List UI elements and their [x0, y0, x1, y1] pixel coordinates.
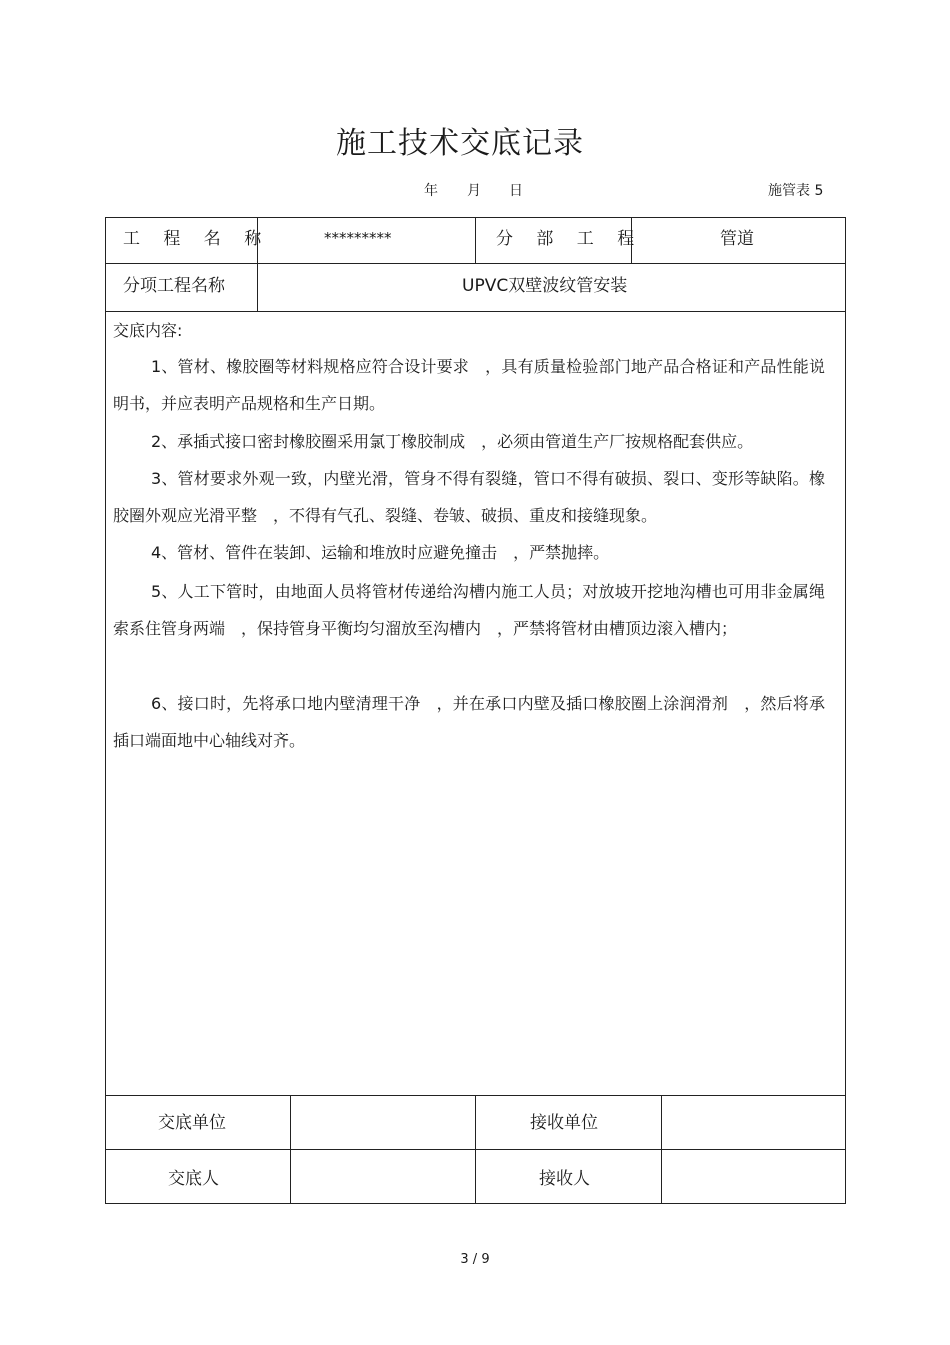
row-divider	[105, 311, 846, 312]
division-value: 管道	[720, 229, 754, 249]
content-paragraph-5: 5、人工下管时，由地面人员将管材传递给沟槽内施工人员；对放坡开挖地沟槽也可用非金属绳索系住管身两端 ，保持管身平衡均匀溜放至沟槽内 ，严禁将管材由槽顶边滚入槽内；	[113, 582, 825, 638]
content-paragraph-6: 6、接口时，先将承口地内壁清理干净 ，并在承口内壁及插口橡胶圈上涂润滑剂 ，然后将承插口端面地中心轴线对齐。	[113, 694, 825, 750]
content-paragraph-4: 4、管材、管件在装卸、运输和堆放时应避免撞击 ，严禁抛摔。	[151, 543, 610, 562]
subitem-label: 分项工程名称	[123, 276, 225, 296]
receiver-label: 接收人	[539, 1169, 590, 1189]
document-title: 施工技术交底记录	[336, 126, 584, 161]
content-label: 交底内容:	[113, 321, 183, 340]
receiving-unit-label: 接收单位	[530, 1113, 598, 1133]
date-year: 年	[424, 183, 438, 199]
page-number: 3 / 9	[460, 1252, 490, 1267]
project-name-label: 工 程 名 称	[123, 229, 271, 249]
content-paragraph-1: 1、管材、橡胶圈等材料规格应符合设计要求 ，具有质量检验部门地产品合格证和产品性能说明书，并应表明产品规格和生产日期。	[113, 357, 825, 413]
project-name-value: *********	[324, 229, 392, 247]
column-divider	[475, 217, 476, 264]
subitem-value: UPVC双壁波纹管安装	[462, 276, 628, 296]
date-month: 月	[467, 183, 481, 199]
column-divider	[290, 1095, 291, 1204]
handover-unit-label: 交底单位	[158, 1113, 226, 1133]
handover-person-label: 交底人	[168, 1169, 219, 1189]
form-number: 施管表 5	[768, 183, 824, 199]
division-label: 分 部 工 程	[496, 229, 644, 249]
column-divider	[475, 1095, 476, 1204]
date-day: 日	[509, 183, 523, 199]
content-paragraph-2: 2、承插式接口密封橡胶圈采用氯丁橡胶制成 ，必须由管道生产厂按规格配套供应。	[151, 432, 754, 451]
column-divider	[661, 1095, 662, 1204]
content-paragraph-3: 3、管材要求外观一致，内壁光滑，管身不得有裂缝，管口不得有破损、裂口、变形等缺陷。橡胶圈外观应光滑平整 ，不得有气孔、裂缝、卷皱、破损、重皮和接缝现象。	[113, 469, 825, 525]
